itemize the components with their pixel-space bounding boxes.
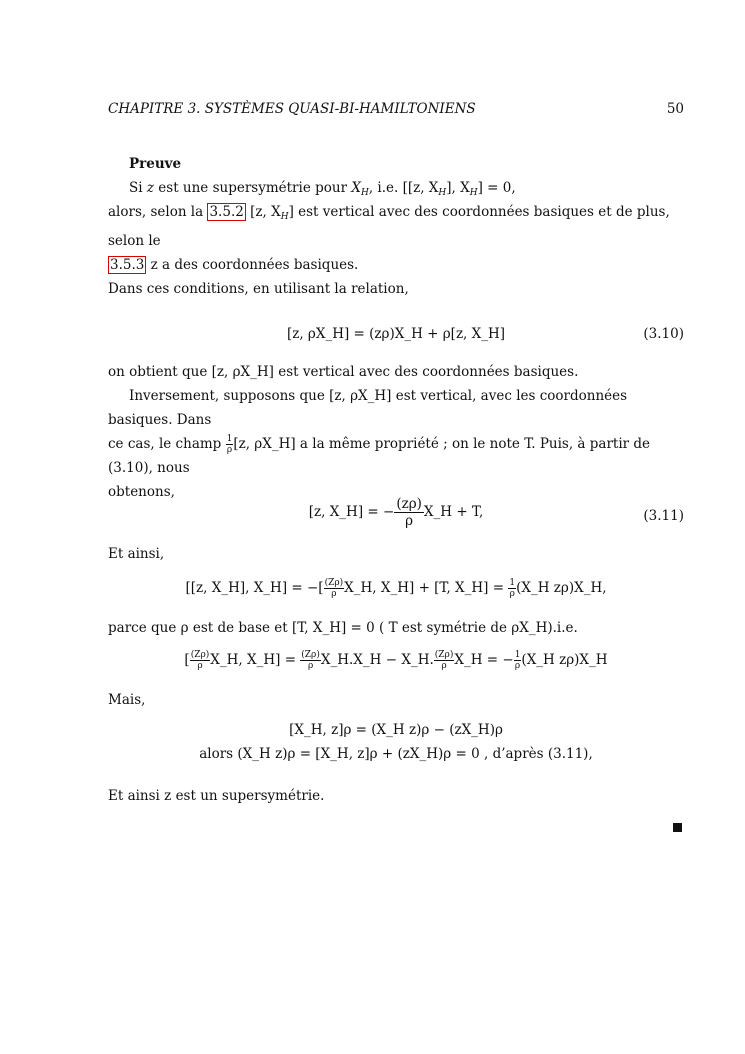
text: ] = 0, (477, 180, 516, 196)
text: on obtient que [z, ρX_H] est vertical avec des coordonnées basiques. (108, 364, 579, 380)
denominator: ρ (514, 661, 521, 671)
text: ] est vertical avec des coordonnées basiques et de plus, selon le (108, 204, 670, 249)
fraction (190, 650, 211, 671)
reference-link-3-5-2[interactable]: 3.5.2 (209, 204, 244, 220)
text: Mais, (108, 692, 146, 708)
equation-4 (108, 650, 684, 671)
text: (X_H zρ)X_H (521, 652, 608, 668)
equation-body: [z, ρX_H] = (zρ)X_H + ρ[z, X_H] (286, 326, 506, 342)
numerator: (Zρ) (434, 650, 454, 660)
math-sub: H (360, 188, 369, 198)
running-header (108, 101, 684, 117)
equation-3-10 (108, 318, 684, 354)
equation-3 (108, 578, 684, 599)
text: Si (129, 180, 147, 196)
numerator: 1 (509, 578, 516, 588)
text: , i.e. [[z, X (368, 180, 439, 196)
text: Dans ces conditions, en utilisant la relation, (108, 281, 409, 297)
text: ], X (446, 180, 470, 196)
denominator: ρ (197, 661, 203, 671)
equation-number: (3.11) (643, 508, 684, 524)
text: X_H + T, (423, 504, 484, 520)
text: ce cas, le champ (108, 436, 226, 452)
math-z: z (146, 180, 154, 196)
text: est une supersymétrie pour (153, 180, 352, 196)
numerator: (Zρ) (190, 650, 210, 660)
math-sub: H (280, 212, 289, 222)
fraction (434, 650, 455, 671)
denominator: ρ (226, 445, 233, 455)
text: obtenons, (108, 484, 175, 500)
equation-number: (3.10) (643, 326, 684, 342)
paragraph-5 (108, 384, 684, 504)
paragraph-8 (108, 688, 684, 712)
text: Inversement, supposons que [z, ρX_H] est vertical, avec les coordonnées basiques. Dans (108, 388, 628, 428)
equation-6 (108, 746, 684, 762)
text: [z, ρX_H] a la même propriété ; on le note T. Puis, à partir de (3.10), nous (108, 436, 651, 476)
numerator: (Zρ) (324, 578, 344, 588)
text: [ (184, 652, 190, 668)
equation-5 (108, 722, 684, 738)
denominator: ρ (405, 513, 414, 529)
denominator: ρ (331, 589, 337, 599)
numerator: 1 (514, 650, 521, 660)
fraction (300, 650, 321, 671)
numerator: (zρ) (396, 496, 422, 512)
proof-title: Preuve (129, 156, 182, 172)
math-x: X (351, 180, 361, 196)
text: X_H = − (454, 652, 514, 668)
proof-heading (108, 152, 684, 176)
text: alors, selon la (108, 204, 208, 220)
math-sub: H (469, 188, 478, 198)
reference-link-3-5-3[interactable]: 3.5.3 (110, 257, 145, 273)
paragraph-9 (108, 784, 684, 808)
text: z a des coordonnées basiques. (146, 257, 359, 273)
text: alors (X_H z)ρ = [X_H, z]ρ + (zX_H)ρ = 0 , d’après (3.11), (199, 746, 593, 762)
page-number: 50 (666, 101, 684, 117)
math-sub: H (438, 188, 447, 198)
text-line (108, 432, 684, 480)
text: Et ainsi z est un supersymétrie. (108, 788, 325, 804)
text: [z, X_H] = − (308, 504, 395, 520)
equation-3-11 (108, 496, 684, 540)
paragraph-2 (108, 200, 684, 301)
paragraph-6 (108, 542, 684, 566)
text: Et ainsi, (108, 546, 165, 562)
qed-square-icon (673, 823, 682, 832)
fraction (508, 578, 516, 599)
fraction (324, 578, 345, 599)
numerator: (Zρ) (301, 650, 320, 660)
chapter-title: CHAPITRE 3. SYSTÈMES QUASI-BI-HAMILTONIENS (108, 101, 476, 117)
equation-body (108, 496, 684, 529)
text: X_H, X_H] = (210, 652, 301, 668)
denominator: ρ (307, 661, 314, 671)
text: parce que ρ est de base et [T, X_H] = 0 ( T est symétrie de ρX_H).i.e. (108, 620, 578, 636)
denominator: ρ (509, 589, 515, 599)
text: X_H, X_H] + [T, X_H] = (344, 580, 509, 596)
text: [X_H, z]ρ = (X_H z)ρ − (zX_H)ρ (289, 722, 503, 738)
denominator: ρ (441, 661, 447, 671)
text: (X_H zρ)X_H, (516, 580, 607, 596)
numerator: 1 (226, 434, 233, 444)
text: [[z, X_H], X_H] = −[ (185, 580, 324, 596)
paragraph-7 (108, 616, 684, 640)
paragraph-4 (108, 360, 684, 384)
fraction (394, 496, 424, 529)
text: X_H.X_H − X_H. (320, 652, 434, 668)
text: [z, X (245, 204, 281, 220)
